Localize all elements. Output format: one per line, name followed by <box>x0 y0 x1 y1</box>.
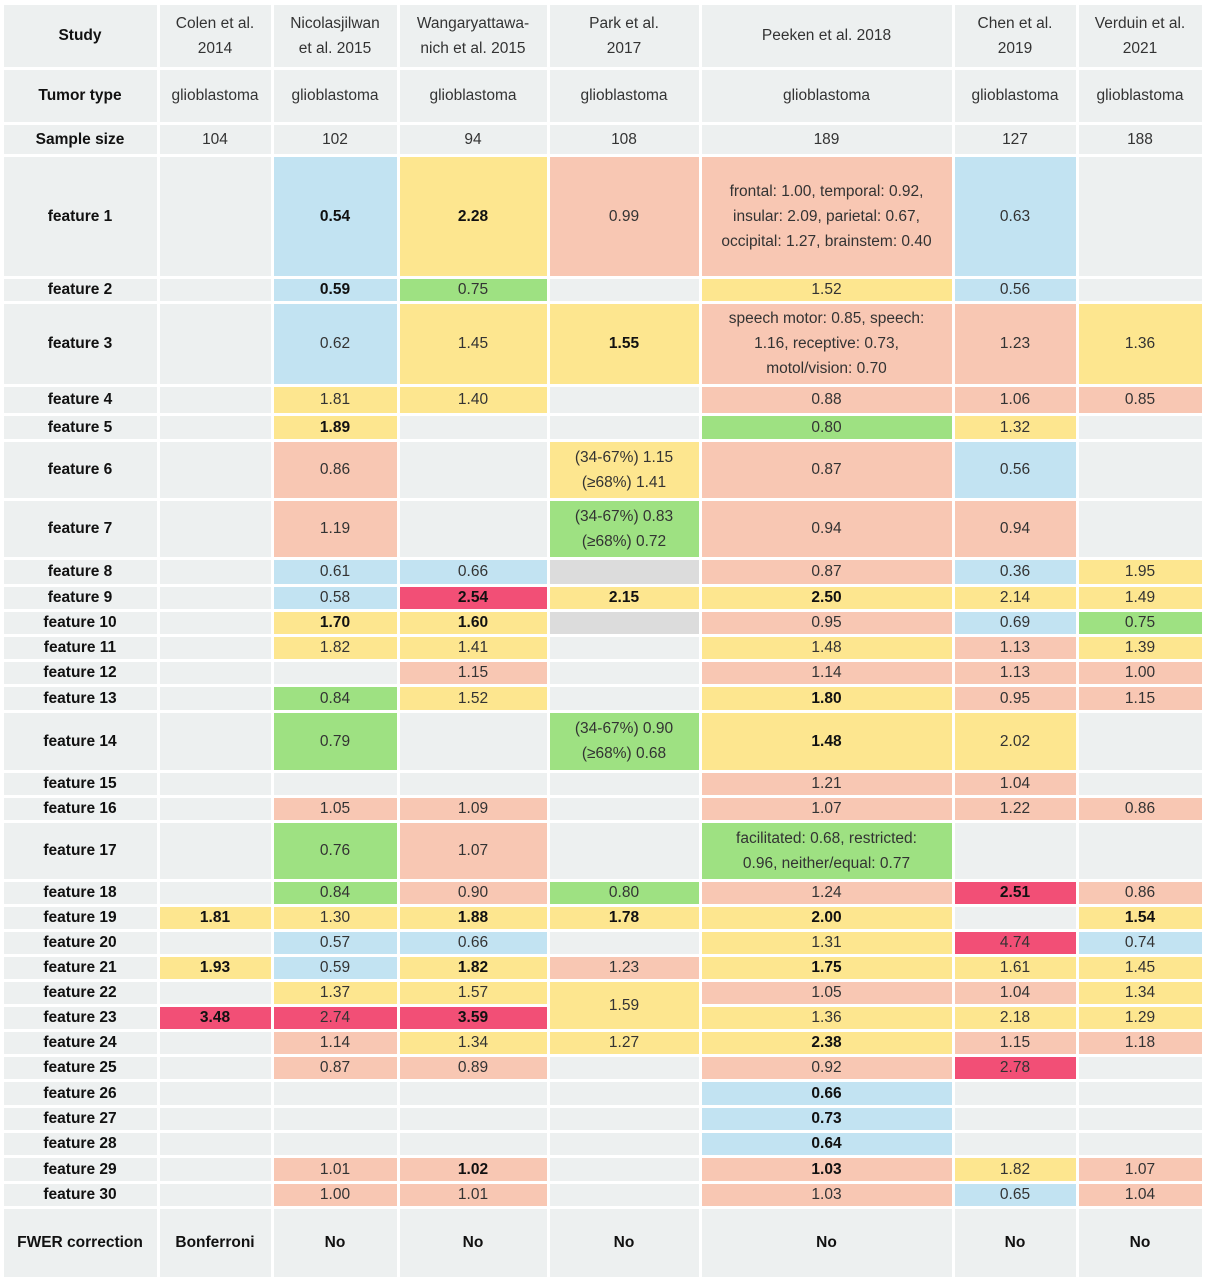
value-cell: 1.32 <box>955 416 1076 439</box>
fwer-cell: No <box>955 1209 1076 1277</box>
value-cell: 1.23 <box>955 304 1076 384</box>
value-cell: 2.38 <box>702 1032 952 1054</box>
value-cell <box>160 560 271 584</box>
value-cell: 2.14 <box>955 587 1076 609</box>
value-cell: 0.58 <box>274 587 397 609</box>
value-cell: 1.89 <box>274 416 397 439</box>
value-cell: 1.95 <box>1079 560 1202 584</box>
feature-label: feature 9 <box>4 587 157 609</box>
value-cell <box>550 823 699 879</box>
value-cell: 2.28 <box>400 157 547 276</box>
value-cell: 2.15 <box>550 587 699 609</box>
value-cell <box>550 612 699 634</box>
feature-label: feature 12 <box>4 662 157 684</box>
value-cell <box>550 1082 699 1105</box>
value-cell: 0.75 <box>1079 612 1202 634</box>
feature-label: feature 21 <box>4 957 157 979</box>
feature-label: feature 2 <box>4 279 157 301</box>
header-study-name: Chen et al. 2019 <box>955 5 1076 67</box>
value-cell: 0.92 <box>702 1057 952 1079</box>
value-cell <box>550 932 699 954</box>
value-cell: 2.18 <box>955 1007 1076 1029</box>
value-cell: 1.07 <box>400 823 547 879</box>
value-cell <box>160 932 271 954</box>
value-cell: 0.87 <box>274 1057 397 1079</box>
value-cell: 1.00 <box>1079 662 1202 684</box>
feature-label: feature 20 <box>4 932 157 954</box>
value-cell: 1.15 <box>400 662 547 684</box>
value-cell <box>400 501 547 557</box>
value-cell <box>550 1133 699 1155</box>
value-cell <box>550 637 699 659</box>
value-cell: 1.41 <box>400 637 547 659</box>
value-cell: 0.63 <box>955 157 1076 276</box>
feature-label: feature 26 <box>4 1082 157 1105</box>
value-cell <box>1079 1082 1202 1105</box>
value-cell: facilitated: 0.68, restricted: 0.96, neither/equal: 0.77 <box>702 823 952 879</box>
feature-label: feature 4 <box>4 387 157 413</box>
fwer-cell: Bonferroni <box>160 1209 271 1277</box>
value-cell <box>400 773 547 795</box>
value-cell <box>955 823 1076 879</box>
value-cell <box>274 1108 397 1130</box>
value-cell: 1.82 <box>955 1158 1076 1181</box>
value-cell: 2.02 <box>955 713 1076 770</box>
value-cell <box>160 637 271 659</box>
value-cell <box>550 560 699 584</box>
feature-label: feature 13 <box>4 687 157 710</box>
tumor-type-cell: glioblastoma <box>1079 70 1202 122</box>
value-cell <box>160 1082 271 1105</box>
value-cell: 1.34 <box>1079 982 1202 1004</box>
value-cell: 1.45 <box>400 304 547 384</box>
value-cell <box>1079 823 1202 879</box>
feature-label: feature 1 <box>4 157 157 276</box>
sample-size-cell: 108 <box>550 125 699 154</box>
value-cell: 1.00 <box>274 1184 397 1206</box>
feature-label: feature 8 <box>4 560 157 584</box>
value-cell: 0.84 <box>274 882 397 904</box>
value-cell <box>274 1133 397 1155</box>
header-study-name: Park et al. 2017 <box>550 5 699 67</box>
value-cell <box>160 713 271 770</box>
feature-label: feature 30 <box>4 1184 157 1206</box>
value-cell: 1.81 <box>274 387 397 413</box>
value-cell <box>400 442 547 498</box>
value-cell <box>550 1057 699 1079</box>
value-cell <box>160 1158 271 1181</box>
value-cell: 1.78 <box>550 907 699 929</box>
value-cell: 1.07 <box>702 798 952 820</box>
feature-label: feature 5 <box>4 416 157 439</box>
feature-label: feature 6 <box>4 442 157 498</box>
value-cell: 4.74 <box>955 932 1076 954</box>
value-cell <box>160 1032 271 1054</box>
value-cell: 3.59 <box>400 1007 547 1029</box>
value-cell: 1.02 <box>400 1158 547 1181</box>
value-cell <box>550 1184 699 1206</box>
value-cell: 0.89 <box>400 1057 547 1079</box>
value-cell: 1.49 <box>1079 587 1202 609</box>
value-cell <box>1079 157 1202 276</box>
value-cell <box>1079 713 1202 770</box>
value-cell <box>160 1057 271 1079</box>
value-cell: 1.81 <box>160 907 271 929</box>
value-cell <box>955 1108 1076 1130</box>
value-cell: 0.87 <box>702 560 952 584</box>
fwer-cell: No <box>702 1209 952 1277</box>
value-cell: 1.39 <box>1079 637 1202 659</box>
value-cell: 0.86 <box>1079 882 1202 904</box>
value-cell: 0.80 <box>702 416 952 439</box>
value-cell <box>1079 1057 1202 1079</box>
value-cell: 1.04 <box>955 773 1076 795</box>
fwer-cell: No <box>274 1209 397 1277</box>
value-cell: 1.14 <box>702 662 952 684</box>
value-cell: 1.14 <box>274 1032 397 1054</box>
value-cell <box>1079 1108 1202 1130</box>
value-cell: 0.88 <box>702 387 952 413</box>
value-cell: 0.61 <box>274 560 397 584</box>
header-study-name: Peeken et al. 2018 <box>702 5 952 67</box>
value-cell: 3.48 <box>160 1007 271 1029</box>
value-cell <box>160 279 271 301</box>
sample-size-cell: 104 <box>160 125 271 154</box>
value-cell: 1.03 <box>702 1184 952 1206</box>
value-cell: 0.73 <box>702 1108 952 1130</box>
value-cell: 1.36 <box>1079 304 1202 384</box>
feature-label: feature 17 <box>4 823 157 879</box>
fwer-cell: No <box>400 1209 547 1277</box>
value-cell: 1.61 <box>955 957 1076 979</box>
header-study-name: Nicolasjilwan et al. 2015 <box>274 5 397 67</box>
value-cell: 0.86 <box>274 442 397 498</box>
value-cell: 1.52 <box>400 687 547 710</box>
value-cell <box>550 687 699 710</box>
value-cell: 1.04 <box>955 982 1076 1004</box>
value-cell: 0.76 <box>274 823 397 879</box>
value-cell <box>160 612 271 634</box>
value-cell: 1.01 <box>400 1184 547 1206</box>
value-cell <box>400 416 547 439</box>
value-cell <box>160 1108 271 1130</box>
value-cell: 1.70 <box>274 612 397 634</box>
value-cell: (34-67%) 0.83 (≥68%) 0.72 <box>550 501 699 557</box>
value-cell <box>274 1082 397 1105</box>
value-cell <box>160 416 271 439</box>
value-cell: 1.45 <box>1079 957 1202 979</box>
value-cell: 1.04 <box>1079 1184 1202 1206</box>
value-cell: 0.66 <box>702 1082 952 1105</box>
header-study-name: Verduin et al. 2021 <box>1079 5 1202 67</box>
value-cell <box>160 882 271 904</box>
value-cell: 0.59 <box>274 279 397 301</box>
feature-label: feature 3 <box>4 304 157 384</box>
value-cell <box>274 773 397 795</box>
value-cell: 0.95 <box>955 687 1076 710</box>
value-cell: 1.07 <box>1079 1158 1202 1181</box>
value-cell: 1.34 <box>400 1032 547 1054</box>
value-cell: 0.94 <box>955 501 1076 557</box>
value-cell <box>550 416 699 439</box>
value-cell <box>400 1108 547 1130</box>
value-cell: 1.15 <box>955 1032 1076 1054</box>
feature-label: feature 11 <box>4 637 157 659</box>
value-cell: 2.78 <box>955 1057 1076 1079</box>
sample-size-cell: 189 <box>702 125 952 154</box>
feature-label: feature 16 <box>4 798 157 820</box>
value-cell: 2.50 <box>702 587 952 609</box>
value-cell: 0.66 <box>400 560 547 584</box>
value-cell: 1.60 <box>400 612 547 634</box>
value-cell: 0.59 <box>274 957 397 979</box>
value-cell: 1.29 <box>1079 1007 1202 1029</box>
value-cell: 2.00 <box>702 907 952 929</box>
value-cell: 0.95 <box>702 612 952 634</box>
feature-label: feature 22 <box>4 982 157 1004</box>
value-cell: frontal: 1.00, temporal: 0.92, insular: 2.09, parietal: 0.67, occipital: 1.27, brainstem: 0.40 <box>702 157 952 276</box>
header-study-name: Colen et al. 2014 <box>160 5 271 67</box>
value-cell <box>955 1133 1076 1155</box>
value-cell: 1.22 <box>955 798 1076 820</box>
value-cell: 1.18 <box>1079 1032 1202 1054</box>
value-cell: 1.80 <box>702 687 952 710</box>
sample-size-cell: 94 <box>400 125 547 154</box>
sample-size-cell: 188 <box>1079 125 1202 154</box>
tumor-type-cell: glioblastoma <box>955 70 1076 122</box>
feature-label: feature 27 <box>4 1108 157 1130</box>
value-cell <box>955 907 1076 929</box>
value-cell: 0.62 <box>274 304 397 384</box>
value-cell: 2.54 <box>400 587 547 609</box>
feature-label: feature 29 <box>4 1158 157 1181</box>
value-cell <box>160 823 271 879</box>
value-cell: 0.65 <box>955 1184 1076 1206</box>
value-cell: 2.74 <box>274 1007 397 1029</box>
value-cell: 0.74 <box>1079 932 1202 954</box>
value-cell: 1.06 <box>955 387 1076 413</box>
value-cell <box>160 1133 271 1155</box>
value-cell: 0.56 <box>955 279 1076 301</box>
value-cell <box>160 798 271 820</box>
feature-label: feature 7 <box>4 501 157 557</box>
tumor-type-cell: glioblastoma <box>702 70 952 122</box>
sample-size-cell: 127 <box>955 125 1076 154</box>
value-cell: 1.48 <box>702 713 952 770</box>
value-cell <box>160 687 271 710</box>
value-cell: (34-67%) 1.15 (≥68%) 1.41 <box>550 442 699 498</box>
row-label: Sample size <box>4 125 157 154</box>
value-cell <box>550 387 699 413</box>
header-study-label: Study <box>4 5 157 67</box>
value-cell: 0.64 <box>702 1133 952 1155</box>
feature-label: feature 28 <box>4 1133 157 1155</box>
tumor-type-cell: glioblastoma <box>274 70 397 122</box>
value-cell: 1.09 <box>400 798 547 820</box>
value-cell: 1.55 <box>550 304 699 384</box>
value-cell <box>160 501 271 557</box>
value-cell: 1.93 <box>160 957 271 979</box>
value-cell: 1.05 <box>702 982 952 1004</box>
value-cell: 1.21 <box>702 773 952 795</box>
value-cell: 0.36 <box>955 560 1076 584</box>
value-cell <box>1079 501 1202 557</box>
feature-label: feature 19 <box>4 907 157 929</box>
value-cell: 0.66 <box>400 932 547 954</box>
value-cell: 1.01 <box>274 1158 397 1181</box>
value-cell: 1.54 <box>1079 907 1202 929</box>
feature-label: feature 18 <box>4 882 157 904</box>
header-study-name: Wangaryattawa- nich et al. 2015 <box>400 5 547 67</box>
value-cell: 1.57 <box>400 982 547 1004</box>
value-cell <box>400 1133 547 1155</box>
value-cell: 0.75 <box>400 279 547 301</box>
value-cell: 0.90 <box>400 882 547 904</box>
tumor-type-cell: glioblastoma <box>400 70 547 122</box>
value-cell: 1.15 <box>1079 687 1202 710</box>
value-cell: 0.87 <box>702 442 952 498</box>
value-cell: 1.24 <box>702 882 952 904</box>
feature-label: feature 24 <box>4 1032 157 1054</box>
tumor-type-cell: glioblastoma <box>550 70 699 122</box>
value-cell: 1.37 <box>274 982 397 1004</box>
value-cell: 0.57 <box>274 932 397 954</box>
value-cell: 1.31 <box>702 932 952 954</box>
value-cell <box>160 1184 271 1206</box>
value-cell <box>550 1158 699 1181</box>
fwer-cell: No <box>1079 1209 1202 1277</box>
value-cell: 1.05 <box>274 798 397 820</box>
value-cell: 1.82 <box>274 637 397 659</box>
value-cell: 1.48 <box>702 637 952 659</box>
value-cell <box>274 662 397 684</box>
value-cell: 1.75 <box>702 957 952 979</box>
value-cell: 0.56 <box>955 442 1076 498</box>
value-cell <box>550 798 699 820</box>
feature-label: feature 10 <box>4 612 157 634</box>
value-cell: 1.88 <box>400 907 547 929</box>
value-cell: 1.23 <box>550 957 699 979</box>
value-cell: (34-67%) 0.90 (≥68%) 0.68 <box>550 713 699 770</box>
value-cell: 0.86 <box>1079 798 1202 820</box>
value-cell: 0.79 <box>274 713 397 770</box>
row-label: FWER correction <box>4 1209 157 1277</box>
value-cell: 1.19 <box>274 501 397 557</box>
value-cell: 0.94 <box>702 501 952 557</box>
feature-label: feature 14 <box>4 713 157 770</box>
value-cell: 1.30 <box>274 907 397 929</box>
value-cell <box>550 1108 699 1130</box>
row-label: Tumor type <box>4 70 157 122</box>
value-cell: 2.51 <box>955 882 1076 904</box>
value-cell <box>160 587 271 609</box>
value-cell: 1.40 <box>400 387 547 413</box>
value-cell <box>160 442 271 498</box>
value-cell <box>1079 416 1202 439</box>
value-cell: 0.84 <box>274 687 397 710</box>
value-cell <box>550 279 699 301</box>
value-cell <box>400 1082 547 1105</box>
value-cell: 1.36 <box>702 1007 952 1029</box>
value-cell: 0.85 <box>1079 387 1202 413</box>
value-cell: 1.52 <box>702 279 952 301</box>
value-cell <box>160 773 271 795</box>
value-cell <box>955 1082 1076 1105</box>
value-cell: 1.13 <box>955 662 1076 684</box>
value-cell <box>1079 1133 1202 1155</box>
feature-label: feature 15 <box>4 773 157 795</box>
value-cell: 1.03 <box>702 1158 952 1181</box>
value-cell <box>160 387 271 413</box>
value-cell: 1.13 <box>955 637 1076 659</box>
value-cell <box>1079 442 1202 498</box>
value-cell: 1.59 <box>550 982 699 1029</box>
feature-label: feature 25 <box>4 1057 157 1079</box>
value-cell <box>400 713 547 770</box>
feature-label: feature 23 <box>4 1007 157 1029</box>
value-cell: 0.80 <box>550 882 699 904</box>
value-cell <box>1079 279 1202 301</box>
value-cell: speech motor: 0.85, speech: 1.16, receptive: 0.73, motol/vision: 0.70 <box>702 304 952 384</box>
value-cell <box>160 157 271 276</box>
value-cell <box>550 773 699 795</box>
sample-size-cell: 102 <box>274 125 397 154</box>
value-cell: 0.99 <box>550 157 699 276</box>
fwer-cell: No <box>550 1209 699 1277</box>
value-cell: 1.27 <box>550 1032 699 1054</box>
value-cell: 0.54 <box>274 157 397 276</box>
value-cell <box>160 982 271 1004</box>
value-cell <box>160 662 271 684</box>
value-cell: 0.69 <box>955 612 1076 634</box>
value-cell <box>1079 773 1202 795</box>
value-cell <box>160 304 271 384</box>
value-cell: 1.82 <box>400 957 547 979</box>
tumor-type-cell: glioblastoma <box>160 70 271 122</box>
value-cell <box>550 662 699 684</box>
